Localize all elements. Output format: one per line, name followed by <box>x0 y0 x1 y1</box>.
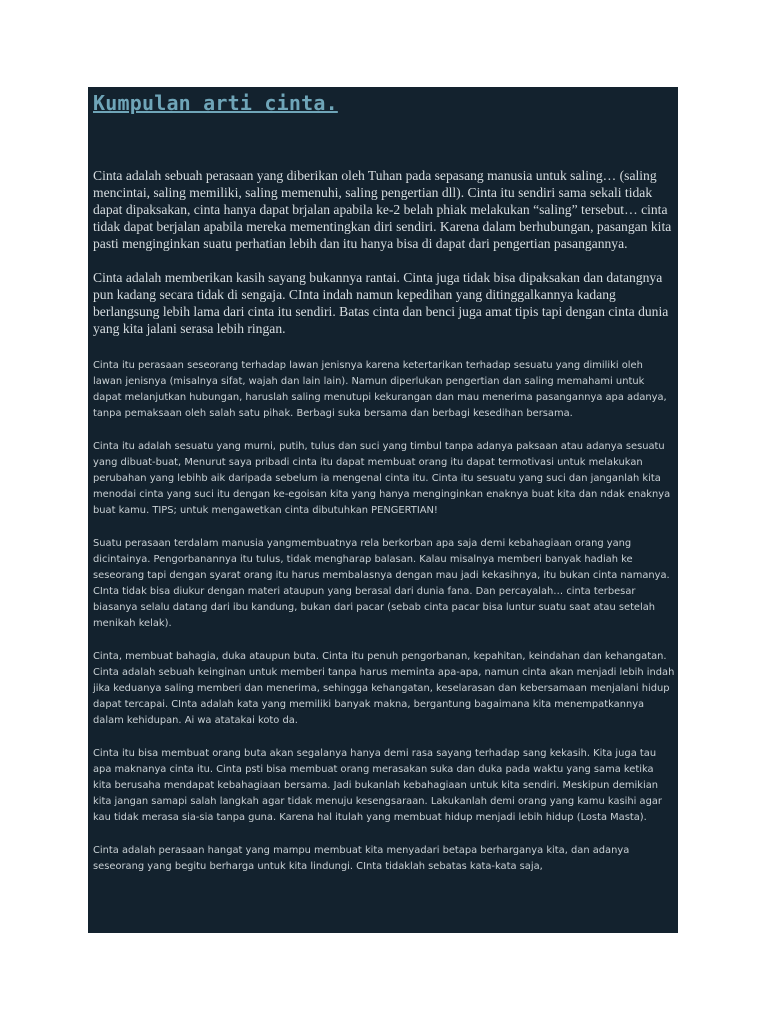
paragraph: Suatu perasaan terdalam manusia yangmembuatnya rela berkorban apa saja demi kebahagiaan orang yang dicintainya. Pengorbanannya itu tulus, tidak mengharap balasan. Kalau misalnya memberi banyak hadiah ke seseorang tapi dengan syarat orang itu harus membalasnya dengan mau jadi kekasihnya, itu bukan cinta namanya. CInta tidak bisa diukur dengan materi ataupun yang berasal dari dunia fana. Dan percayalah… cinta terbesar biasanya selalu datang dari ibu kandung, bukan dari pacar (sebab cinta pacar bisa luntur suatu saat atau setelah menikah kelak). <box>93 538 670 629</box>
paragraph: Cinta adalah sebuah perasaan yang diberikan oleh Tuhan pada sepasang manusia untuk saling… (saling mencintai, saling memiliki, saling memenuhi, saling pengertian dll). Cinta itu sendiri sama sekali tidak dapat dipaksakan, cinta hanya dapat brjalan apabila ke-2 belah phiak melakukan “saling” tersebut… cinta tidak dapat berjalan apabila mereka mementingkan diri sendiri. Karena dalam berhubungan, pasangan kita pasti menginginkan suatu perhatian lebih dan itu hanya bisa di dapat dari pengertian pasangannya. <box>93 168 672 251</box>
paragraph: Cinta adalah memberikan kasih sayang bukannya rantai. Cinta juga tidak bisa dipaksakan dan datangnya pun kadang secara tidak di sengaja. CInta indah namun kepedihan yang ditinggalkannya kadang berlangsung lebih lama dari cinta itu sendiri. Batas cinta dan benci juga amat tipis tapi dengan cinta dunia yang kita jalani serasa lebih ringan. <box>93 270 669 336</box>
paragraph: Cinta itu adalah sesuatu yang murni, putih, tulus dan suci yang timbul tanpa adanya paksaan atau adanya sesuatu yang dibuat-buat, Menurut saya pribadi cinta itu dapat membuat orang itu dapat termotivasi untuk melakukan perubahan yang lebihb aik daripada sebelum ia mengenal cinta itu. Cinta itu sesuatu yang suci dan janganlah kita menodai cinta yang suci itu dengan ke-egoisan kita yang hanya menginginkan enaknya buat kita dan ndak enaknya buat kamu. TIPS; untuk mengawetkan cinta dibutuhkan PENGERTIAN! <box>93 441 671 516</box>
document-page <box>88 87 678 933</box>
paragraph: Cinta, membuat bahagia, duka ataupun buta. Cinta itu penuh pengorbanan, kepahitan, keindahan dan kehangatan. Cinta adalah sebuah keinginan untuk memberi tanpa harus meminta apa-apa, namun cinta akan menjadi lebih indah jika keduanya saling memberi dan menerima, sehingga kehangatan, keselarasan dan kebersamaan menjalani hidup dapat tercapai. CInta adalah kata yang memiliki banyak makna, bergantung bagaimana kita menempatkannya dalam kehidupan. Ai wa atatakai koto da. <box>93 651 675 726</box>
body-section <box>93 358 675 875</box>
paragraph: Cinta itu bisa membuat orang buta akan segalanya hanya demi rasa sayang terhadap sang kekasih. Kita juga tau apa maknanya cinta itu. Cinta psti bisa membuat orang merasakan suka dan duka pada waktu yang sama ketika kita berusaha mendapat kebahagiaan bersama. Jadi bukanlah kebahagiaan untuk kita sendiri. Meskipun demikian kita jangan samapi salah langkah agar tidak menuju kesengsaraan. Lakukanlah demi orang yang kamu kasihi agar kau tidak merasa sia-sia tanpa guna. Karena hal itulah yang membuat hidup menjadi lebih hidup (Losta Masta). <box>93 748 662 823</box>
paragraph: Cinta itu perasaan seseorang terhadap lawan jenisnya karena ketertarikan terhadap sesuatu yang dimiliki oleh lawan jenisnya (misalnya sifat, wajah dan lain lain). Namun diperlukan pengertian dan saling memahami untuk dapat melanjutkan hubungan, haruslah saling menutupi kekurangan dan mau menerima pasangannya apa adanya, tanpa pemaksaan oleh salah satu pihak. Berbagi suka bersama dan berbagi kesedihan bersama. <box>93 360 667 419</box>
paragraph-truncated: Cinta adalah perasaan hangat yang mampu membuat kita menyadari betapa berharganya kita, dan adanya seseorang yang begitu berharga untuk kita lindungi. CInta tidaklah sebatas kata-kata saja, <box>93 845 630 872</box>
intro-section <box>93 167 675 337</box>
page-title[interactable]: Kumpulan arti cinta. <box>93 91 338 115</box>
